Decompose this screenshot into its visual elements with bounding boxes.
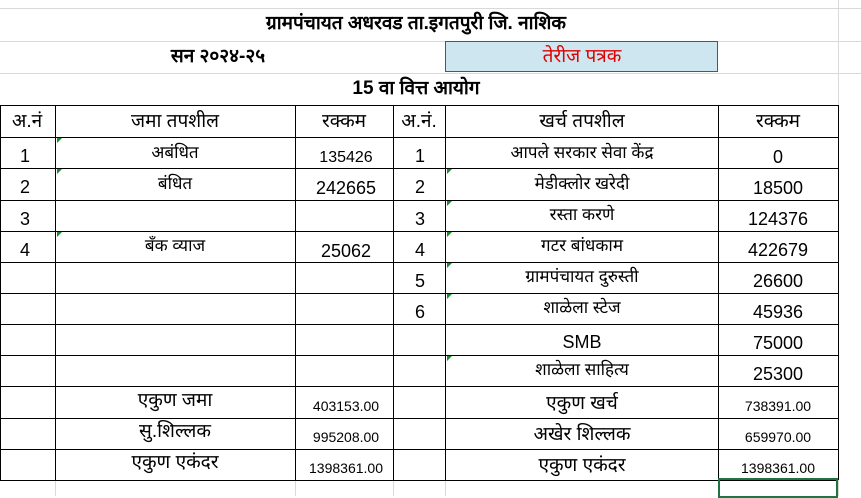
col-header-expense: खर्च तपशील [539, 111, 625, 132]
cell-indicator-icon [447, 356, 452, 361]
expense-amount: 75000 [752, 333, 804, 353]
cell-indicator-icon [447, 263, 452, 268]
row-line [0, 386, 838, 387]
receipt-amount: 242665 [315, 178, 377, 198]
expense-name: शाळेला साहित्य [535, 360, 629, 379]
grand-total-left-value: 1398361.00 [309, 460, 383, 476]
receipt-name: अबंधित [151, 143, 199, 162]
opening-balance-value: 995208.00 [312, 429, 380, 445]
expense-sr: 3 [415, 209, 426, 229]
row-line [0, 200, 838, 201]
receipt-amount: 25062 [320, 241, 372, 261]
receipt-name: बंधित [157, 174, 193, 193]
cell-indicator-icon [57, 138, 62, 143]
cell-indicator-icon [447, 294, 452, 299]
cell-indicator-icon [57, 169, 62, 174]
col-line [445, 105, 446, 480]
expense-amount: 0 [772, 147, 784, 167]
receipt-sr: 1 [20, 146, 31, 166]
subtitle: 15 वा वित्त आयोग [352, 78, 480, 99]
col-header-amount-left: रक्कम [321, 111, 367, 132]
receipt-sr: 4 [20, 240, 31, 260]
selected-cell[interactable] [718, 478, 838, 498]
expense-name: मेडीक्लोर खरेदी [534, 174, 630, 193]
col-line [393, 105, 394, 480]
col-line [55, 105, 56, 480]
row-line [0, 262, 838, 263]
page-title: ग्रामपंचायत अधरवड ता.इगतपुरी जि. नाशिक [265, 13, 567, 34]
closing-balance-value: 659970.00 [744, 429, 812, 445]
col-header-receipt: जमा तपशील [130, 111, 220, 132]
grand-total-right-value: 1398361.00 [741, 460, 815, 476]
expense-name: SMB [562, 332, 602, 352]
col-header-sr-right: अ.नं. [401, 111, 437, 132]
total-receipts-label: एकुण जमा [137, 390, 213, 411]
col-line [0, 105, 1, 480]
expense-amount: 18500 [752, 178, 804, 198]
col-line [838, 105, 839, 480]
expense-sr: 5 [415, 271, 426, 291]
expense-sr: 1 [415, 146, 426, 166]
receipt-sr: 3 [20, 209, 31, 229]
cell-indicator-icon [447, 169, 452, 174]
row-line [0, 324, 838, 325]
expense-sr: 6 [415, 302, 426, 322]
table-border [0, 480, 838, 481]
total-receipts-value: 403153.00 [312, 398, 380, 414]
expense-name: ग्रामपंचायत दुरुस्ती [525, 267, 639, 286]
cell-indicator-icon [447, 232, 452, 237]
gridline [295, 480, 296, 496]
col-header-sr-left: अ.नं [11, 111, 43, 132]
statement-label: तेरीज पत्रक [542, 46, 622, 67]
row-line [0, 355, 838, 356]
expense-amount: 422679 [747, 240, 809, 260]
gridline [0, 8, 861, 9]
row-line [0, 449, 838, 450]
table-border [0, 137, 838, 138]
row-line [0, 418, 838, 419]
row-line [0, 231, 838, 232]
cell-indicator-icon [57, 232, 62, 237]
grand-total-left-label: एकुण एकंदर [131, 452, 219, 473]
gridline [393, 480, 394, 496]
expense-amount: 124376 [747, 209, 809, 229]
gridline [0, 41, 861, 42]
total-expense-label: एकुण खर्च [546, 393, 618, 414]
receipt-amount: 135426 [319, 149, 373, 166]
expense-name: रस्ता करणे [549, 205, 615, 224]
gridline [55, 480, 56, 496]
expense-amount: 25300 [752, 364, 804, 384]
receipt-sr: 2 [20, 177, 31, 197]
row-line [0, 168, 838, 169]
col-line [718, 105, 719, 480]
cell-indicator-icon [447, 201, 452, 206]
col-line [295, 105, 296, 480]
closing-balance-label: अखेर शिल्लक [533, 424, 631, 445]
gridline [0, 73, 861, 74]
expense-amount: 26600 [752, 271, 804, 291]
row-line [0, 293, 838, 294]
expense-sr: 4 [415, 240, 426, 260]
expense-amount: 45936 [752, 302, 804, 322]
col-header-amount-right: रक्कम [755, 111, 801, 132]
expense-name: आपले सरकार सेवा केंद्र [510, 143, 654, 162]
gridline [445, 480, 446, 496]
expense-name: गटर बांधकाम [540, 236, 624, 255]
grand-total-right-label: एकुण एकंदर [538, 455, 626, 476]
total-expense-value: 738391.00 [744, 398, 812, 414]
table-border [0, 105, 838, 106]
expense-name: शाळेला स्टेज [543, 298, 621, 317]
year-label: सन २०२४-२५ [170, 46, 266, 67]
expense-sr: 2 [415, 177, 426, 197]
receipt-name: बँक व्याज [144, 236, 206, 255]
opening-balance-label: सु.शिल्लक [138, 421, 212, 442]
